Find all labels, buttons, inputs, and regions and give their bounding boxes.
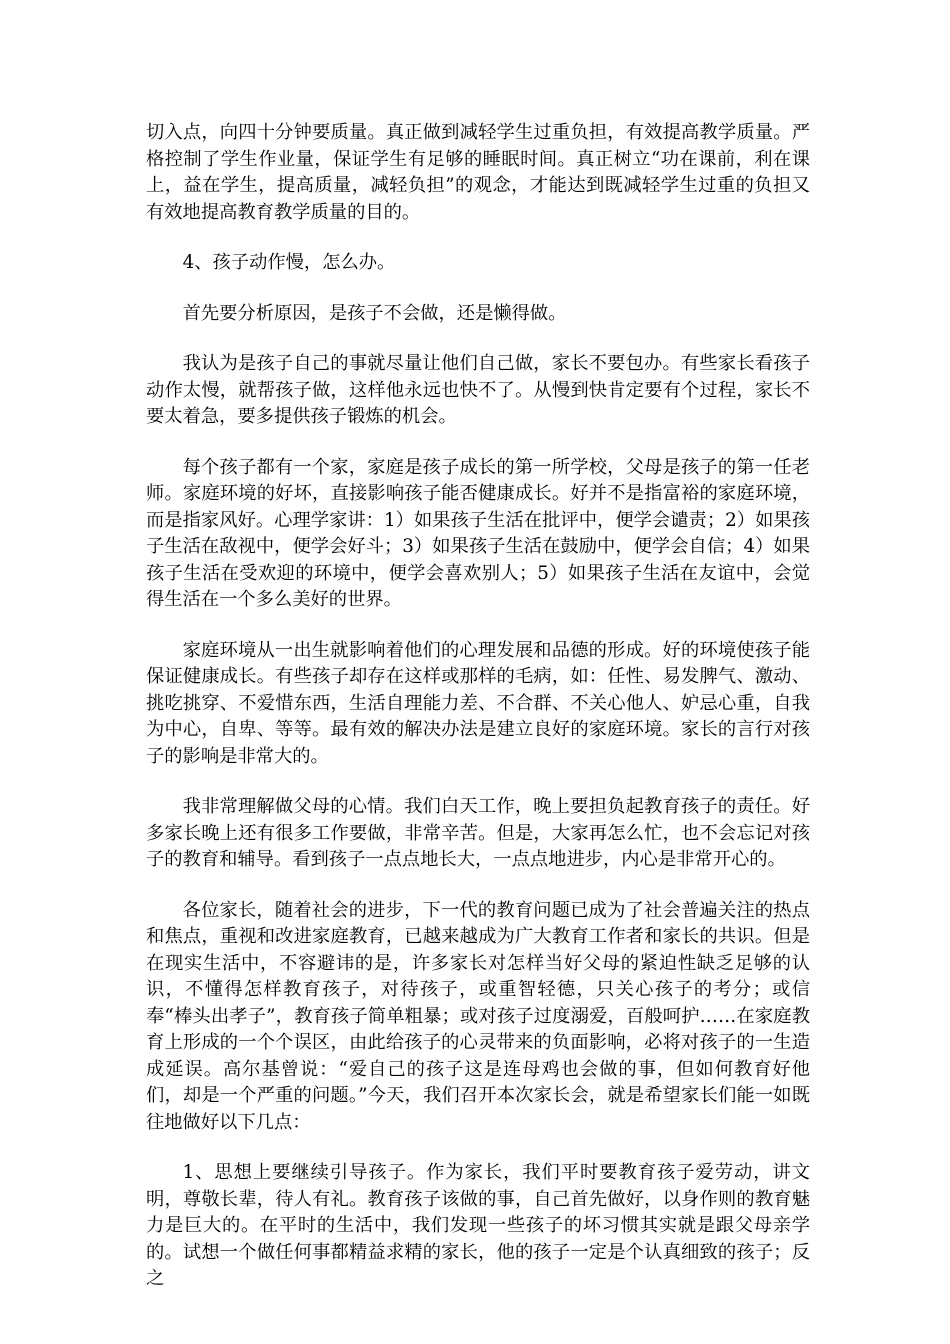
paragraph-continuation: 切入点，向四十分钟要质量。真正做到减轻学生过重负担，有效提高教学质量。严格控制了学生作业量，保证学生有足够的睡眠时间。真正树立“功在课前，利在课上，益在学生，提高质量，减轻负担”的观念，才能达到既减轻学生过重的负担又有效地提高教育教学质量的目的。 (146, 122, 810, 223)
document-page (146, 120, 810, 1317)
paragraph-environment-influence: 家庭环境从一出生就影响着他们的心理发展和品德的形成。好的环境使孩子能保证健康成长。有些孩子却存在这样或那样的毛病，如：任性、易发脾气、激动、挑吃挑穿、不爱惜东西，生活自理能力差、不合群、不关心他人、妒忌心重，自我为中心，自卑、等等。最有效的解决办法是建立良好的家庭环境。家长的言行对孩子的影响是非常大的。 (146, 639, 810, 767)
paragraph-parents-feelings: 我非常理解做父母的心情。我们白天工作，晚上要担负起教育孩子的责任。好多家长晚上还有很多工作要做，非常辛苦。但是，大家再怎么忙，也不会忘记对孩子的教育和辅导。看到孩子一点点地长大，一点点地进步，内心是非常开心的。 (146, 796, 810, 870)
paragraph-point-1: 1、思想上要继续引导孩子。作为家长，我们平时要教育孩子爱劳动，讲文明，尊敬长辈，待人有礼。教育孩子该做的事，自己首先做好，以身作则的教育魅力是巨大的。在平时的生活中，我们发现一些孩子的坏习惯其实就是跟父母亲学的。试想一个做任何事都精益求精的家长，他的孩子一定是个认真细致的孩子；反之 (146, 1162, 810, 1289)
heading-item-4: 4、孩子动作慢，怎么办。 (182, 252, 396, 273)
paragraph-dear-parents: 各位家长，随着社会的进步，下一代的教育问题已成为了社会普遍关注的热点和焦点，重视和改进家庭教育，已越来越成为广大教育工作者和家长的共识。但是在现实生活中，不容避讳的是，许多家长对怎样当好父母的紧迫性缺乏足够的认识，不懂得怎样教育孩子，对待孩子，或重智轻德，只关心孩子的考分；或信奉“棒头出孝子”，教育孩子简单粗暴；或对孩子过度溺爱，百般呵护……在家庭教育上形成的一个个误区，由此给孩子的心灵带来的负面影响，必将对孩子的一生造成延误。高尔基曾说：“爱自己的孩子这是连母鸡也会做的事，但如何教育好他们，却是一个严重的问题。”今天，我们召开本次家长会，就是希望家长们能一如既往地做好以下几点： (146, 899, 810, 1133)
paragraph-analyze-cause: 首先要分析原因，是孩子不会做，还是懒得做。 (182, 302, 567, 324)
paragraph-let-children-do: 我认为是孩子自己的事就尽量让他们自己做，家长不要包办。有些家长看孩子动作太慢，就帮孩子做，这样他永远也快不了。从慢到快肯定要有个过程，家长不要太着急，要多提供孩子锻炼的机会。 (146, 353, 810, 427)
paragraph-family-environment: 每个孩子都有一个家，家庭是孩子成长的第一所学校，父母是孩子的第一任老师。家庭环境的好坏，直接影响孩子能否健康成长。好并不是指富裕的家庭环境，而是指家风好。心理学家讲：1）如果孩子生活在批评中，便学会谴责；2）如果孩子生活在敌视中，便学会好斗；3）如果孩子生活在鼓励中，便学会自信；4）如果孩子生活在受欢迎的环境中，便学会喜欢别人；5）如果孩子生活在友谊中，会觉得生活在一个多么美好的世界。 (146, 456, 810, 610)
